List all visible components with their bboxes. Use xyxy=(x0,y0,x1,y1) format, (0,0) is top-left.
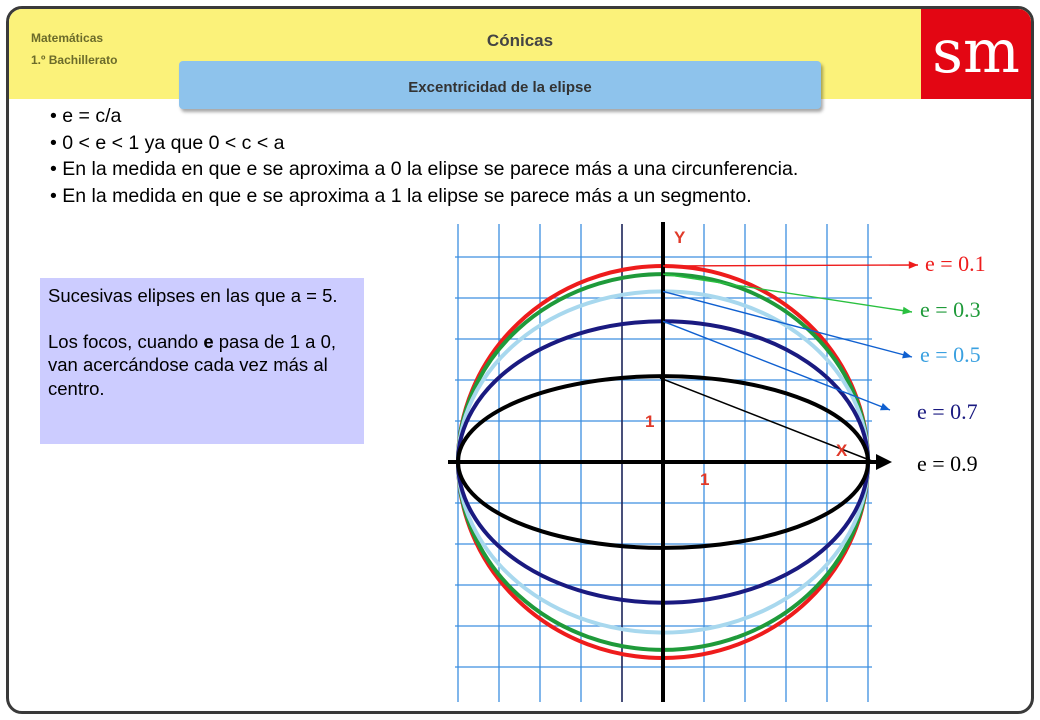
info-text-2-end: pasa de 1 a 0, van acercándose cada vez más al centro. xyxy=(48,330,337,399)
page-title: Cónicas xyxy=(486,31,554,50)
info-text-2-start: Los focos, cuando xyxy=(48,330,204,352)
bullet-near-one: • En la medida en que e se aproxima a 1 la elipse se parece más a un segmento. xyxy=(50,183,798,210)
course-level: 1.º Bachillerato xyxy=(31,53,118,67)
logo-text: sm xyxy=(932,17,1020,87)
bullet-near-zero: • En la medida en que e se aproxima a 0 la elipse se parece más a una circunferencia. xyxy=(50,156,798,183)
label-e-0-5: e = 0.5 xyxy=(920,342,981,367)
pointer-arrow-e-0-7 xyxy=(880,403,890,410)
label-e-0-3: e = 0.3 xyxy=(920,297,981,322)
x-axis-arrow xyxy=(876,454,892,470)
pointer-arrow-e-0-3 xyxy=(902,307,912,315)
x-axis-label: X xyxy=(836,441,848,460)
pointer-line-e-0-1 xyxy=(663,265,918,266)
label-e-0-9: e = 0.9 xyxy=(917,451,978,476)
axes-group xyxy=(448,222,892,702)
label-e-0-1: e = 0.1 xyxy=(925,251,986,276)
unit-x-label: 1 xyxy=(700,470,710,489)
page-subtitle: Excentricidad de la elipse xyxy=(408,79,592,96)
unit-y-label: 1 xyxy=(645,412,655,431)
bullet-range: • 0 < e < 1 ya que 0 < c < a xyxy=(50,130,798,157)
pointer-line-e-0-7 xyxy=(663,321,890,410)
pointer-lines xyxy=(663,261,918,410)
label-e-0-7: e = 0.7 xyxy=(917,399,978,424)
eccentricity-labels xyxy=(917,251,986,476)
pointer-arrow-e-0-1 xyxy=(909,261,918,269)
y-axis-label: Y xyxy=(674,228,686,247)
info-text-2-bold: e xyxy=(203,330,214,352)
bullet-definition: • e = c/a xyxy=(50,103,798,130)
info-text-1: Sucesivas elipses en las que a = 5. xyxy=(48,285,338,306)
subject-name: Matemáticas xyxy=(31,31,104,45)
